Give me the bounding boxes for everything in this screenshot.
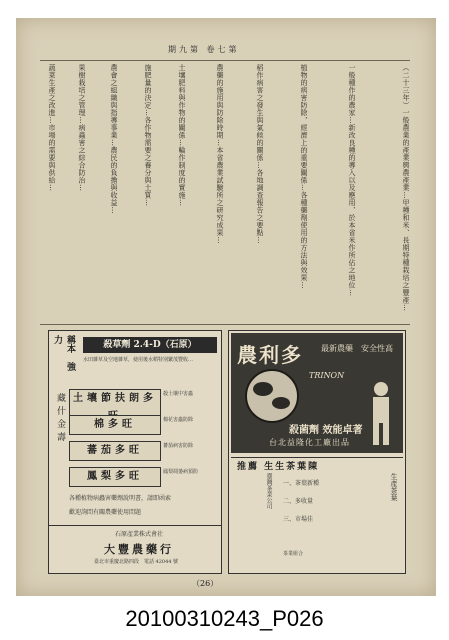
panel-title: 推薦 生生茶葉陳 bbox=[237, 462, 320, 472]
brand-slogan: 最新農藥 安全性高 bbox=[321, 344, 393, 353]
ad-right bbox=[228, 330, 406, 574]
company-address: 臺北市重慶北路四段 電話 42044 號 bbox=[93, 559, 179, 565]
product-note: 蕃茄病害防除 bbox=[163, 443, 194, 449]
text-column: 農會之組織與指導事業…農民的負擔與收益… bbox=[110, 64, 118, 214]
text-column: 農藥的施用與防除時期…本省農業試驗所之研究成果… bbox=[216, 64, 224, 244]
farmer-illustration bbox=[361, 379, 401, 449]
ad-right-divider bbox=[231, 457, 403, 458]
brand-name: 農利多 bbox=[237, 343, 303, 367]
text-column: 蔬菜生產之改進…市場的需要與供給… bbox=[48, 64, 56, 192]
product-sub: TRINON bbox=[309, 371, 345, 380]
panel-item: 一、茶葉新種 bbox=[283, 480, 320, 487]
panel-side: 生產茶葉 bbox=[390, 473, 398, 501]
ad-left-divider bbox=[49, 525, 221, 526]
panel-vertical: 臺灣茶業公司 bbox=[265, 473, 272, 509]
panel-footer: 茶業組合 bbox=[283, 551, 304, 557]
text-column: 稻作病害之發生與氣候的關係…各地調查報告之要點… bbox=[256, 64, 264, 244]
ad-left-notice: 各種植物病蟲害藥劑說明書，請即函索 bbox=[69, 495, 172, 502]
header-rule bbox=[40, 60, 410, 61]
text-column: （二十三年）一般農業的產業興農產業…甲種和米、長期特種栽培之豐產… bbox=[402, 64, 410, 312]
globe-illustration bbox=[237, 367, 307, 425]
ad-left bbox=[48, 330, 222, 574]
agent-name: 大豐農藥行 bbox=[104, 543, 174, 556]
product-label: 棉多旺 bbox=[69, 415, 161, 435]
product-label: 蕃茄多旺 bbox=[69, 441, 161, 461]
ad-left-headline: 殺草劑 2.4-D（石原） bbox=[83, 337, 217, 353]
company-name: 石原產業株式會社 bbox=[114, 531, 163, 538]
text-column: 一般種作的農家…新改良種的導入以及應用，於本省米作所佔之地位… bbox=[348, 64, 356, 297]
text-column: 果樹栽培之管理…病蟲害之綜合防治… bbox=[78, 64, 86, 192]
ad-left-description: 水田雜草及空地雜草，使用後水稻特別繁茂豐收… bbox=[83, 357, 194, 363]
ad-tagline: 殺菌劑 效能卓著 bbox=[289, 425, 363, 436]
text-column: 土壤肥料與作物的關係…輪作制度的實施… bbox=[178, 64, 186, 207]
issue-header: 期九第 卷七第 bbox=[168, 45, 240, 54]
panel-item: 二、多收量 bbox=[283, 498, 314, 505]
maker-name: 台北益隆化工廠出品 bbox=[269, 438, 350, 447]
product-note: 殺土壤中害蟲 bbox=[163, 391, 194, 397]
page-number: （26） bbox=[192, 579, 219, 588]
product-note: 棉花害蟲防除 bbox=[163, 417, 194, 423]
product-note: 鳳梨凋萎病預防 bbox=[163, 469, 199, 475]
body-rule bbox=[40, 324, 410, 325]
ad-left-notice: 歡迎詢問有關農藥使用問題 bbox=[69, 509, 142, 516]
product-label: 鳳梨多旺 bbox=[69, 467, 161, 487]
ad-left-vertical: 藏什金壽 bbox=[55, 393, 65, 445]
catalog-code: 20100310243_P026 bbox=[125, 606, 324, 631]
panel-item: 三、市場佳 bbox=[283, 516, 314, 523]
text-column: 施肥量的決定…各作物需要之養分與土質… bbox=[144, 64, 152, 207]
product-label: 土壤節扶朗多 bbox=[69, 389, 161, 427]
ad-left-side-title: 稱本 強力 bbox=[52, 335, 75, 371]
text-column: 植物的病害防除，經濟上的重要關係…各種藥劑使用的方法與效果… bbox=[300, 64, 308, 289]
